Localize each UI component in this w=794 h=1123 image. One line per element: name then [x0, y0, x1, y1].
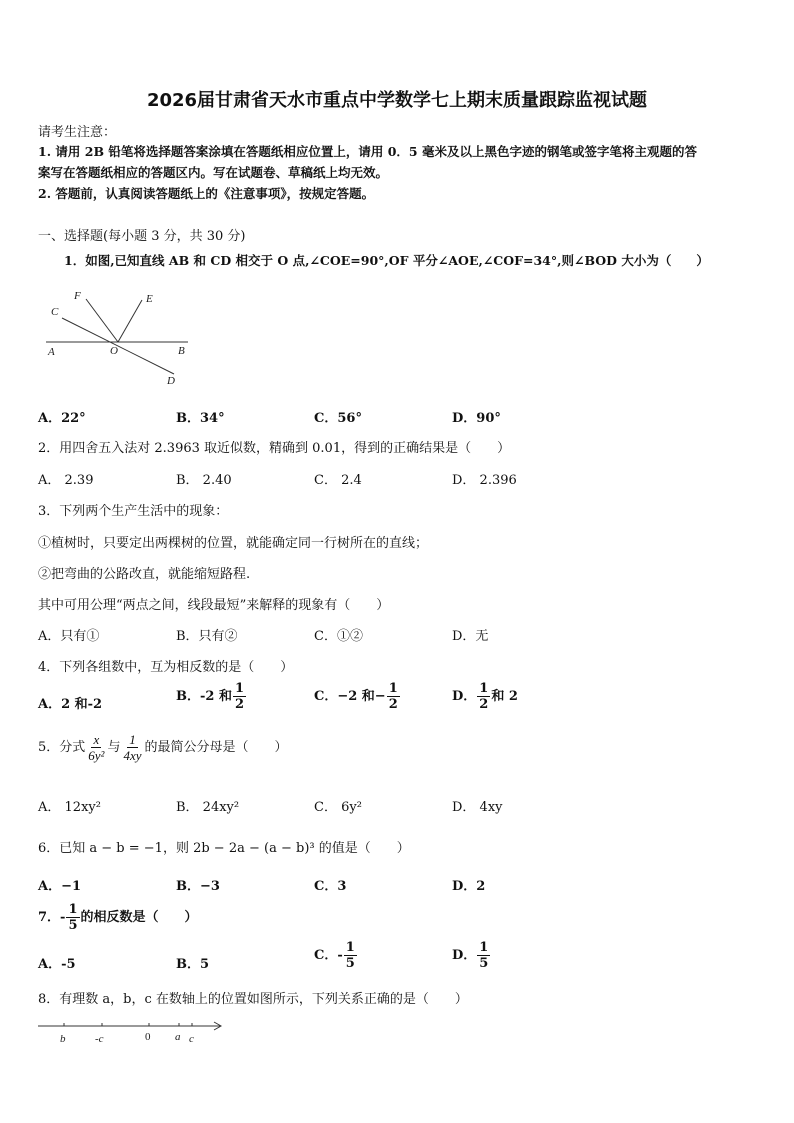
question-2-text: 2．用四舍五入法对 2.3963 取近似数，精确到 0.01，得到的正确结果是（ ）: [38, 441, 511, 456]
question-6-option-c[interactable]: C．3: [314, 879, 347, 894]
question-1-text: 1．如图,已知直线 AB 和 CD 相交于 O 点,∠COE=90°,OF 平分∠AOE,∠COF=34°,则∠BOD 大小为（ ）: [64, 253, 709, 268]
question-3-item-1: ①植树时，只要定出两棵树的位置，就能确定同一行树所在的直线；: [38, 536, 429, 551]
page-title: 2026届甘肃省天水市重点中学数学七上期末质量跟踪监视试题: [146, 90, 648, 111]
question-2-option-c[interactable]: C． 2.4: [314, 473, 362, 488]
question-1-option-d[interactable]: D．90°: [452, 411, 501, 426]
question-3-option-d[interactable]: D．无: [452, 629, 489, 644]
question-5-option-a[interactable]: A． 12xy²: [38, 800, 101, 815]
label-a: a: [175, 1031, 181, 1043]
question-2-option-a[interactable]: A． 2.39: [38, 473, 94, 488]
label-c: c: [189, 1033, 194, 1045]
question-4-option-b[interactable]: [176, 682, 247, 711]
notice-line-1a: 1. 请用 2B 铅笔将选择题答案涂填在答题纸相应位置上，请用 0．5 毫米及以上黑色字迹的钢笔或签字笔将主观题的答: [38, 144, 697, 159]
fraction-x-over-6y2: $\frac{x}{\text{6y²}}$: [88, 732, 105, 763]
question-4-option-d-label: D．: [452, 689, 477, 704]
question-3-option-b[interactable]: B．只有②: [176, 629, 238, 644]
label-a: A: [48, 346, 55, 358]
question-4-option-d-suffix: 和 2: [491, 689, 518, 704]
question-1-option-c[interactable]: C．56°: [314, 411, 362, 426]
question-4-option-a[interactable]: A．2 和-2: [38, 697, 103, 712]
fraction-one-half: $\frac{1}{2}$: [388, 681, 398, 712]
fraction-one-fifth: $\frac{1}{5}$: [68, 902, 78, 933]
section-heading: 一、选择题(每小题 3 分，共 30 分): [38, 229, 246, 244]
question-7-suffix: 的相反数是（ ）: [80, 910, 198, 925]
question-3-option-a[interactable]: A．只有①: [38, 629, 100, 644]
question-6-option-d[interactable]: D．2: [452, 879, 486, 894]
question-7-option-a[interactable]: A．-5: [38, 957, 76, 972]
label-zero: 0: [145, 1031, 151, 1043]
question-4-text: 4．下列各组数中，互为相反数的是（ ）: [38, 660, 294, 675]
question-2-option-d[interactable]: D． 2.396: [452, 473, 517, 488]
question-6-option-b[interactable]: B．−3: [176, 879, 220, 894]
label-c: C: [51, 306, 59, 318]
question-3-question: 其中可用公理“两点之间，线段最短”来解释的现象有（ ）: [38, 598, 390, 613]
fraction-one-half: $\frac{1}{2}$: [234, 681, 245, 712]
fraction-one-fifth: $\frac{1}{5}$: [345, 940, 355, 971]
question-4-option-c-label: C．−2 和−: [314, 689, 386, 704]
fraction-1-over-4xy: $\frac{1}{4xy}$: [123, 732, 142, 763]
question-3-item-2: ②把弯曲的公路改直，就能缩短路程.: [38, 567, 251, 582]
ray-of: [86, 299, 118, 342]
question-1-option-b[interactable]: B．34°: [176, 411, 225, 426]
label-neg-c: -c: [95, 1033, 104, 1045]
label-d: D: [167, 375, 175, 387]
label-f: F: [74, 290, 81, 302]
ray-oe: [118, 300, 142, 342]
notice-heading: 请考生注意：: [38, 125, 117, 140]
question-2-option-b[interactable]: B． 2.40: [176, 473, 232, 488]
question-5-option-c[interactable]: C． 6y²: [314, 800, 362, 815]
question-7-option-d-label: D．: [452, 948, 477, 963]
question-7-option-d[interactable]: [452, 941, 491, 970]
question-4-option-b-label: B．-2 和: [176, 689, 232, 704]
label-b: B: [178, 345, 185, 357]
line-cd: [62, 318, 174, 374]
notice-line-2: 2. 答题前，认真阅读答题纸上的《注意事项》，按规定答题。: [38, 186, 375, 201]
question-4-option-d[interactable]: [452, 682, 518, 711]
question-3-text: 3．下列两个生产生活中的现象：: [38, 504, 229, 519]
question-5-option-d[interactable]: D． 4xy: [452, 800, 503, 815]
question-5-mid: 与: [107, 740, 121, 755]
question-3-option-c[interactable]: C．①②: [314, 629, 363, 644]
question-5-option-b[interactable]: B． 24xy²: [176, 800, 240, 815]
question-7-option-c[interactable]: [314, 941, 358, 970]
question-5-text: [38, 733, 288, 762]
fraction-one-half: $\frac{1}{2}$: [479, 681, 489, 712]
question-7-option-b[interactable]: B．5: [176, 957, 210, 972]
number-line: [34, 1016, 234, 1050]
label-e: E: [146, 293, 153, 305]
fraction-one-fifth: $\frac{1}{5}$: [479, 940, 489, 971]
question-6-text: 6．已知 a − b = −1，则 2b − 2a − (a − b)³ 的值是（ ）: [38, 841, 410, 856]
question-7-option-c-label: C．-: [314, 948, 343, 963]
label-o: O: [110, 345, 118, 357]
question-6-option-a[interactable]: A．−1: [38, 879, 82, 894]
question-7-text: [38, 903, 198, 932]
question-1-diagram: [38, 288, 198, 388]
question-5-prefix: 5．分式: [38, 740, 86, 755]
question-1-option-a[interactable]: A．22°: [38, 411, 86, 426]
question-8-text: 8．有理数 a，b，c 在数轴上的位置如图所示，下列关系正确的是（ ）: [38, 992, 468, 1007]
question-5-suffix: 的最简公分母是（ ）: [144, 740, 288, 755]
notice-line-1b: 案写在答题纸相应的答题区内。写在试题卷、草稿纸上均无效。: [38, 165, 389, 180]
label-b: b: [60, 1033, 66, 1045]
question-7-prefix: 7．-: [38, 910, 66, 925]
question-4-option-c[interactable]: [314, 682, 401, 711]
